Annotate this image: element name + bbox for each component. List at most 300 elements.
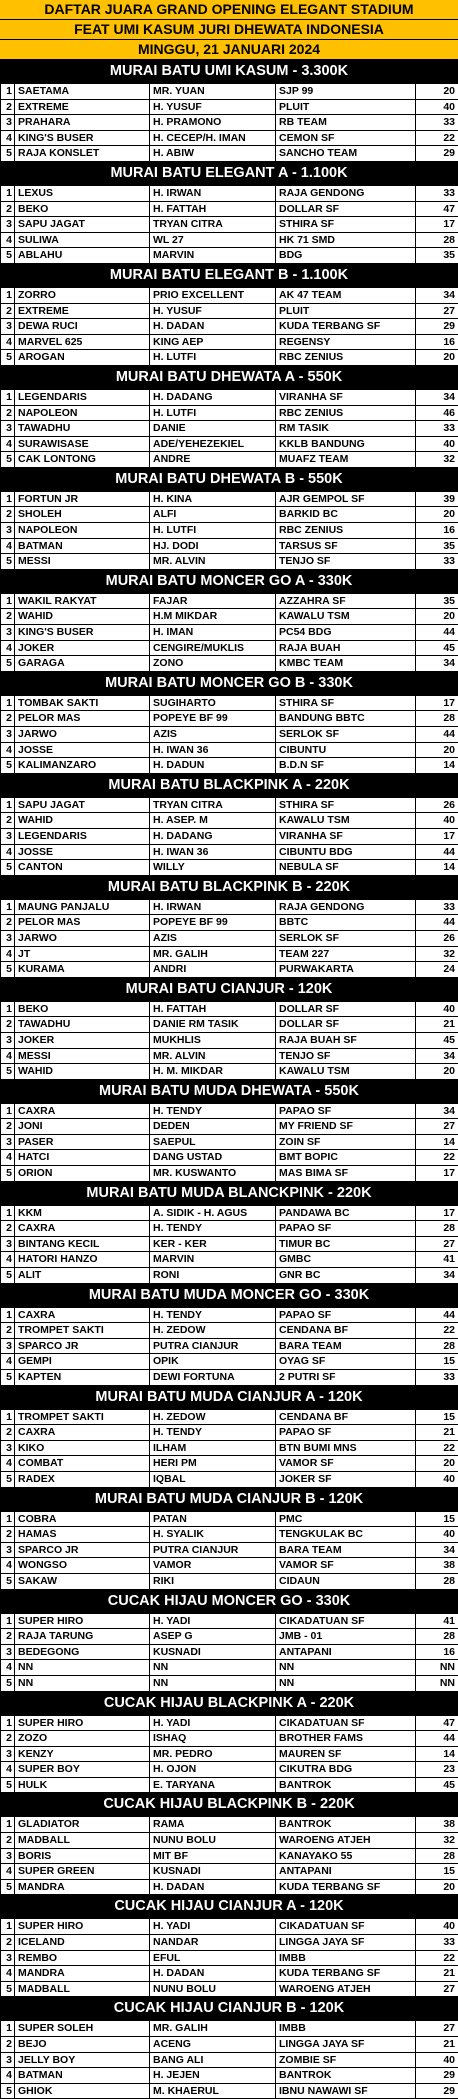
score-cell: 23 <box>416 1762 458 1778</box>
owner-cell: H. CECEP/H. IMAN <box>150 130 276 146</box>
team-cell: RAJA BUAH <box>276 640 416 656</box>
score-cell: 14 <box>416 860 458 876</box>
rank-cell: 5 <box>1 554 15 570</box>
table-row <box>1 813 458 829</box>
score-cell: 40 <box>416 1001 458 1017</box>
winners-table <box>0 1103 458 1182</box>
score-cell: 27 <box>416 1119 458 1135</box>
team-cell: B.D.N SF <box>276 758 416 774</box>
score-cell: 26 <box>416 930 458 946</box>
winners-table <box>0 1816 458 1895</box>
table-row <box>1 1032 458 1048</box>
bird-name-cell: AROGAN <box>15 350 150 366</box>
rank-cell: 4 <box>1 844 15 860</box>
score-cell: 27 <box>416 303 458 319</box>
table-row <box>1 389 458 405</box>
bird-name-cell: MESSI <box>15 1048 150 1064</box>
rank-cell: 3 <box>1 115 15 131</box>
score-cell: 44 <box>416 1731 458 1747</box>
bird-name-cell: BEDEGONG <box>15 1644 150 1660</box>
owner-cell: ACENG <box>150 2037 276 2053</box>
rank-cell: 5 <box>1 1471 15 1487</box>
team-cell: STHIRA SF <box>276 797 416 813</box>
owner-cell: E. TARYANA <box>150 1777 276 1793</box>
table-row <box>1 609 458 625</box>
category-title: MURAI BATU CIANJUR - 120K <box>0 978 458 1001</box>
score-cell: 47 <box>416 1715 458 1731</box>
table-row <box>1 625 458 641</box>
winners-table <box>0 899 458 978</box>
team-cell: BARA TEAM <box>276 1338 416 1354</box>
winners-table <box>0 1715 458 1794</box>
team-cell: SERLOK SF <box>276 727 416 743</box>
category-section <box>0 876 458 978</box>
team-cell: ZOIN SF <box>276 1134 416 1150</box>
bird-name-cell: HATCI <box>15 1150 150 1166</box>
score-cell: 33 <box>416 115 458 131</box>
score-cell: 33 <box>416 1370 458 1386</box>
rank-cell: 3 <box>1 217 15 233</box>
score-cell: 22 <box>416 1950 458 1966</box>
team-cell: CENDANA BF <box>276 1323 416 1339</box>
table-row <box>1 303 458 319</box>
team-cell: BBTC <box>276 915 416 931</box>
category-title: MURAI BATU MONCER GO B - 330K <box>0 672 458 695</box>
bird-name-cell: BEJO <box>15 2037 150 2053</box>
category-title: MURAI BATU BLACKPINK A - 220K <box>0 774 458 797</box>
table-row <box>1 1338 458 1354</box>
team-cell: AZZAHRA SF <box>276 593 416 609</box>
table-row <box>1 1370 458 1386</box>
winners-table <box>0 1409 458 1488</box>
table-row <box>1 1134 458 1150</box>
rank-cell: 1 <box>1 1307 15 1323</box>
rank-cell: 2 <box>1 1833 15 1849</box>
owner-cell: MR. ALVIN <box>150 1048 276 1064</box>
owner-cell: POPEYE BF 99 <box>150 915 276 931</box>
winners-table <box>0 1511 458 1590</box>
table-row <box>1 1644 458 1660</box>
team-cell: CIKADATUAN SF <box>276 1715 416 1731</box>
bird-name-cell: SUPER SOLEH <box>15 2021 150 2037</box>
winners-table <box>0 389 458 468</box>
score-cell: 22 <box>416 1323 458 1339</box>
score-cell: 21 <box>416 1966 458 1982</box>
bird-name-cell: SUPER GREEN <box>15 1864 150 1880</box>
score-cell: 38 <box>416 1558 458 1574</box>
team-cell: RB TEAM <box>276 115 416 131</box>
bird-name-cell: CAXRA <box>15 1221 150 1237</box>
team-cell: KUDA TERBANG SF <box>276 1879 416 1895</box>
rank-cell: 2 <box>1 813 15 829</box>
winners-table <box>0 1205 458 1284</box>
winners-table <box>0 1613 458 1692</box>
team-cell: TARSUS SF <box>276 538 416 554</box>
score-cell: 38 <box>416 1817 458 1833</box>
team-cell: PAPAO SF <box>276 1425 416 1441</box>
team-cell: PAPAO SF <box>276 1307 416 1323</box>
score-cell: 20 <box>416 84 458 100</box>
team-cell: WAROENG ATJEH <box>276 1833 416 1849</box>
owner-cell: PRIO EXCELLENT <box>150 287 276 303</box>
team-cell: PLUIT <box>276 303 416 319</box>
owner-cell: NANDAR <box>150 1935 276 1951</box>
owner-cell: MARVIN <box>150 1252 276 1268</box>
team-cell: TENJO SF <box>276 554 416 570</box>
rank-cell: 2 <box>1 405 15 421</box>
bird-name-cell: MADBALL <box>15 1981 150 1997</box>
team-cell: CIBUNTU <box>276 742 416 758</box>
team-cell: MY FRIEND SF <box>276 1119 416 1135</box>
rank-cell: 4 <box>1 1762 15 1778</box>
score-cell: 20 <box>416 609 458 625</box>
team-cell: KAWALU TSM <box>276 813 416 829</box>
owner-cell: H. YUSUF <box>150 99 276 115</box>
bird-name-cell: KKM <box>15 1205 150 1221</box>
score-cell: 15 <box>416 1354 458 1370</box>
score-cell: 40 <box>416 1471 458 1487</box>
score-cell: 45 <box>416 1777 458 1793</box>
bird-name-cell: SAKAW <box>15 1573 150 1589</box>
bird-name-cell: SUPER HIRO <box>15 1919 150 1935</box>
table-row <box>1 1119 458 1135</box>
score-cell: 22 <box>416 1440 458 1456</box>
bird-name-cell: CAXRA <box>15 1425 150 1441</box>
rank-cell: 1 <box>1 1205 15 1221</box>
rank-cell: 5 <box>1 962 15 978</box>
score-cell: 33 <box>416 554 458 570</box>
table-row <box>1 844 458 860</box>
table-row <box>1 201 458 217</box>
category-title: CUCAK HIJAU MONCER GO - 330K <box>0 1590 458 1613</box>
owner-cell: DANIE RM TASIK <box>150 1017 276 1033</box>
rank-cell: 1 <box>1 1103 15 1119</box>
rank-cell: 2 <box>1 711 15 727</box>
winners-table <box>0 2020 458 2099</box>
bird-name-cell: JONI <box>15 1119 150 1135</box>
table-row <box>1 2037 458 2053</box>
rank-cell: 1 <box>1 84 15 100</box>
owner-cell: TRYAN CITRA <box>150 217 276 233</box>
team-cell: WAROENG ATJEH <box>276 1981 416 1997</box>
rank-cell: 4 <box>1 232 15 248</box>
bird-name-cell: GEMPI <box>15 1354 150 1370</box>
owner-cell: ILHAM <box>150 1440 276 1456</box>
score-cell: 34 <box>416 287 458 303</box>
table-row <box>1 1675 458 1691</box>
category-title: CUCAK HIJAU BLACKPINK A - 220K <box>0 1692 458 1715</box>
table-row <box>1 1001 458 1017</box>
winners-table <box>0 593 458 672</box>
table-row <box>1 1629 458 1645</box>
team-cell: KUDA TERBANG SF <box>276 319 416 335</box>
team-cell: KAWALU TSM <box>276 1064 416 1080</box>
table-row <box>1 962 458 978</box>
owner-cell: M. KHAERUL <box>150 2083 276 2099</box>
owner-cell: RIKI <box>150 1573 276 1589</box>
team-cell: PAPAO SF <box>276 1103 416 1119</box>
bird-name-cell: ALIT <box>15 1268 150 1284</box>
rank-cell: 5 <box>1 1879 15 1895</box>
rank-cell: 5 <box>1 1981 15 1997</box>
bird-name-cell: SAPU JAGAT <box>15 217 150 233</box>
score-cell: 46 <box>416 405 458 421</box>
owner-cell: ADE/YEHEZEKIEL <box>150 436 276 452</box>
rank-cell: 5 <box>1 1777 15 1793</box>
table-row <box>1 2083 458 2099</box>
bird-name-cell: BINTANG KECIL <box>15 1236 150 1252</box>
table-row <box>1 1817 458 1833</box>
table-row <box>1 2052 458 2068</box>
bird-name-cell: ORION <box>15 1166 150 1182</box>
table-row <box>1 1746 458 1762</box>
team-cell: CIBUNTU BDG <box>276 844 416 860</box>
score-cell: 21 <box>416 1425 458 1441</box>
rank-cell: 3 <box>1 1134 15 1150</box>
header-title: DAFTAR JUARA GRAND OPENING ELEGANT STADIUM <box>0 0 458 20</box>
team-cell: PLUIT <box>276 99 416 115</box>
table-row <box>1 1935 458 1951</box>
team-cell: CIKADATUAN SF <box>276 1613 416 1629</box>
score-cell: 28 <box>416 711 458 727</box>
score-cell: 17 <box>416 828 458 844</box>
owner-cell: H.M MIKDAR <box>150 609 276 625</box>
team-cell: ANTAPANI <box>276 1644 416 1660</box>
table-row <box>1 656 458 672</box>
table-row <box>1 334 458 350</box>
table-row <box>1 538 458 554</box>
bird-name-cell: KAPTEN <box>15 1370 150 1386</box>
rank-cell: 2 <box>1 1425 15 1441</box>
category-section <box>0 774 458 876</box>
bird-name-cell: SPARCO JR <box>15 1338 150 1354</box>
team-cell: OYAG SF <box>276 1354 416 1370</box>
bird-name-cell: JOSSE <box>15 844 150 860</box>
rank-cell: 4 <box>1 640 15 656</box>
team-cell: PMC <box>276 1511 416 1527</box>
table-row <box>1 1323 458 1339</box>
owner-cell: NUNU BOLU <box>150 1981 276 1997</box>
team-cell: RAJA BUAH SF <box>276 1032 416 1048</box>
team-cell: BANTROK <box>276 2068 416 2084</box>
table-row <box>1 1268 458 1284</box>
bird-name-cell: TROMPET SAKTI <box>15 1323 150 1339</box>
team-cell: SERLOK SF <box>276 930 416 946</box>
rank-cell: 2 <box>1 201 15 217</box>
score-cell: 33 <box>416 1935 458 1951</box>
team-cell: ANTAPANI <box>276 1864 416 1880</box>
bird-name-cell: WAHID <box>15 1064 150 1080</box>
rank-cell: 5 <box>1 1064 15 1080</box>
bird-name-cell: LEGENDARIS <box>15 828 150 844</box>
score-cell: NN <box>416 1675 458 1691</box>
bird-name-cell: SAETAMA <box>15 84 150 100</box>
category-section <box>0 1488 458 1590</box>
rank-cell: 5 <box>1 1675 15 1691</box>
table-row <box>1 1777 458 1793</box>
score-cell: 21 <box>416 1017 458 1033</box>
bird-name-cell: BATMAN <box>15 2068 150 2084</box>
table-row <box>1 758 458 774</box>
table-row <box>1 421 458 437</box>
bird-name-cell: EXTREME <box>15 99 150 115</box>
bird-name-cell: BEKO <box>15 201 150 217</box>
rank-cell: 2 <box>1 99 15 115</box>
category-section <box>0 1692 458 1794</box>
owner-cell: H. IRWAN <box>150 899 276 915</box>
score-cell: 33 <box>416 899 458 915</box>
bird-name-cell: TROMPET SAKTI <box>15 1409 150 1425</box>
bird-name-cell: JELLY BOY <box>15 2052 150 2068</box>
bird-name-cell: JOSSE <box>15 742 150 758</box>
table-row <box>1 1307 458 1323</box>
rank-cell: 1 <box>1 593 15 609</box>
rank-cell: 2 <box>1 1017 15 1033</box>
score-cell: 28 <box>416 1629 458 1645</box>
score-cell: 16 <box>416 523 458 539</box>
rank-cell: 5 <box>1 1370 15 1386</box>
score-cell: 14 <box>416 1134 458 1150</box>
category-title: MURAI BATU UMI KASUM - 3.300K <box>0 60 458 83</box>
owner-cell: H. ABIW <box>150 146 276 162</box>
rank-cell: 3 <box>1 1542 15 1558</box>
team-cell: NEBULA SF <box>276 860 416 876</box>
bird-name-cell: TAWADHU <box>15 421 150 437</box>
bird-name-cell: NN <box>15 1675 150 1691</box>
owner-cell: WL 27 <box>150 232 276 248</box>
rank-cell: 3 <box>1 1032 15 1048</box>
score-cell: 47 <box>416 201 458 217</box>
rank-cell: 5 <box>1 1573 15 1589</box>
table-row <box>1 1221 458 1237</box>
score-cell: 15 <box>416 1409 458 1425</box>
team-cell: PC54 BDG <box>276 625 416 641</box>
team-cell: KANAYAKO 55 <box>276 1848 416 1864</box>
winners-table <box>0 185 458 264</box>
rank-cell: 1 <box>1 695 15 711</box>
rank-cell: 3 <box>1 1440 15 1456</box>
team-cell: BARA TEAM <box>276 1542 416 1558</box>
owner-cell: H. YUSUF <box>150 303 276 319</box>
winners-table <box>0 491 458 570</box>
bird-name-cell: PASER <box>15 1134 150 1150</box>
category-section <box>0 1284 458 1386</box>
bird-name-cell: MARVEL 625 <box>15 334 150 350</box>
owner-cell: KUSNADI <box>150 1644 276 1660</box>
owner-cell: HJ. DODI <box>150 538 276 554</box>
category-section <box>0 1590 458 1692</box>
rank-cell: 2 <box>1 1323 15 1339</box>
score-cell: NN <box>416 1660 458 1676</box>
owner-cell: H. IWAN 36 <box>150 844 276 860</box>
table-row <box>1 1558 458 1574</box>
team-cell: BARKID BC <box>276 507 416 523</box>
owner-cell: EFUL <box>150 1950 276 1966</box>
score-cell: 20 <box>416 1456 458 1472</box>
team-cell: SANCHO TEAM <box>276 146 416 162</box>
table-row <box>1 1613 458 1629</box>
category-section <box>0 978 458 1080</box>
rank-cell: 1 <box>1 491 15 507</box>
team-cell: ZOMBIE SF <box>276 2052 416 2068</box>
score-cell: 16 <box>416 334 458 350</box>
team-cell: CIKUTRA BDG <box>276 1762 416 1778</box>
table-row <box>1 742 458 758</box>
score-cell: 34 <box>416 389 458 405</box>
bird-name-cell: COBRA <box>15 1511 150 1527</box>
bird-name-cell: CAXRA <box>15 1103 150 1119</box>
owner-cell: RONI <box>150 1268 276 1284</box>
rank-cell: 3 <box>1 319 15 335</box>
bird-name-cell: NAPOLEON <box>15 523 150 539</box>
rank-cell: 1 <box>1 797 15 813</box>
owner-cell: H. JEJEN <box>150 2068 276 2084</box>
table-row <box>1 507 458 523</box>
owner-cell: AZIS <box>150 930 276 946</box>
owner-cell: DANG USTAD <box>150 1150 276 1166</box>
bird-name-cell: JARWO <box>15 930 150 946</box>
table-row <box>1 1064 458 1080</box>
bird-name-cell: GARAGA <box>15 656 150 672</box>
bird-name-cell: PRAHARA <box>15 115 150 131</box>
rank-cell: 2 <box>1 1527 15 1543</box>
category-title: MURAI BATU ELEGANT A - 1.100K <box>0 162 458 185</box>
table-row <box>1 1017 458 1033</box>
team-cell: HK 71 SMD <box>276 232 416 248</box>
owner-cell: KING AEP <box>150 334 276 350</box>
rank-cell: 1 <box>1 1715 15 1731</box>
table-row <box>1 946 458 962</box>
team-cell: SJP 99 <box>276 84 416 100</box>
owner-cell: H. DADAN <box>150 1966 276 1982</box>
winners-table <box>0 287 458 366</box>
score-cell: 28 <box>416 232 458 248</box>
table-row <box>1 1166 458 1182</box>
table-row <box>1 1573 458 1589</box>
team-cell: TIMUR BC <box>276 1236 416 1252</box>
score-cell: 35 <box>416 538 458 554</box>
owner-cell: SUGIHARTO <box>150 695 276 711</box>
bird-name-cell: JT <box>15 946 150 962</box>
owner-cell: H. IMAN <box>150 625 276 641</box>
bird-name-cell: MADBALL <box>15 1833 150 1849</box>
owner-cell: MR. GALIH <box>150 2021 276 2037</box>
score-cell: 20 <box>416 507 458 523</box>
bird-name-cell: KALIMANZARO <box>15 758 150 774</box>
bird-name-cell: KIKO <box>15 1440 150 1456</box>
header-subtitle: FEAT UMI KASUM JURI DHEWATA INDONESIA <box>0 20 458 40</box>
score-cell: 22 <box>416 1150 458 1166</box>
rank-cell: 2 <box>1 1731 15 1747</box>
bird-name-cell: BEKO <box>15 1001 150 1017</box>
bird-name-cell: EXTREME <box>15 303 150 319</box>
rank-cell: 5 <box>1 758 15 774</box>
score-cell: 17 <box>416 695 458 711</box>
rank-cell: 4 <box>1 1558 15 1574</box>
rank-cell: 1 <box>1 287 15 303</box>
team-cell: CIDAUN <box>276 1573 416 1589</box>
owner-cell: POPEYE BF 99 <box>150 711 276 727</box>
owner-cell: H. ZEDOW <box>150 1409 276 1425</box>
table-row <box>1 130 458 146</box>
bird-name-cell: JOKER <box>15 640 150 656</box>
bird-name-cell: MESSI <box>15 554 150 570</box>
table-row <box>1 1542 458 1558</box>
bird-name-cell: SUPER BOY <box>15 1762 150 1778</box>
rank-cell: 4 <box>1 1048 15 1064</box>
rank-cell: 3 <box>1 1746 15 1762</box>
rank-cell: 4 <box>1 1966 15 1982</box>
